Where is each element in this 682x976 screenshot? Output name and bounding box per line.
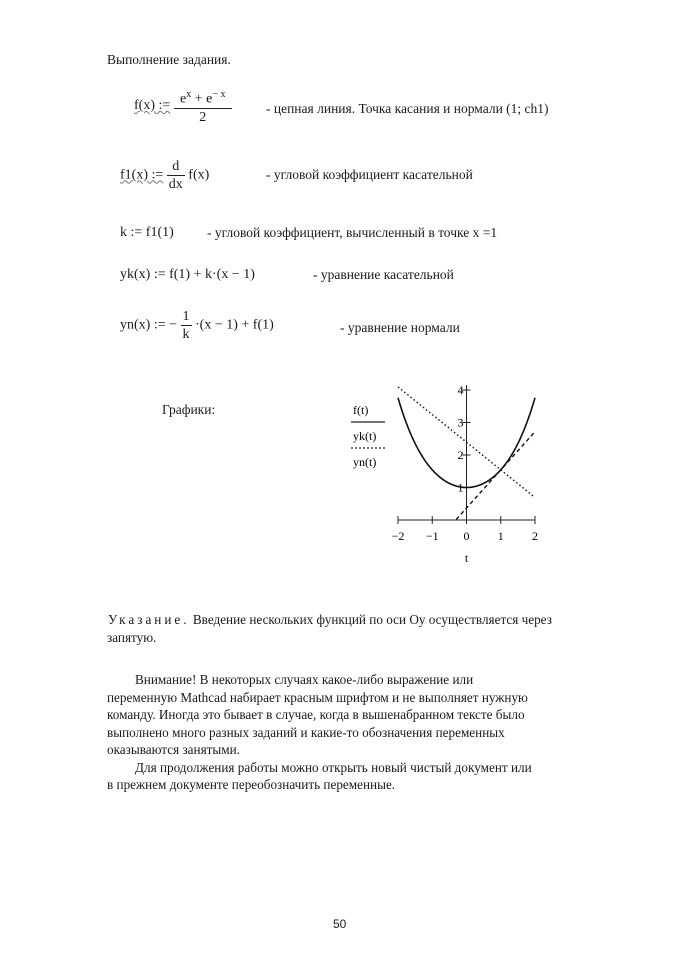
x-tick-label: 2 (532, 529, 538, 543)
equation-k-comment: - угловой коэффициент, вычисленный в точке x =1 (207, 225, 498, 240)
equation-yn (120, 308, 274, 343)
equation-k: k := f1(1) (120, 225, 174, 240)
equation-yk-comment: - уравнение касательной (313, 267, 454, 282)
equation-f-numerator: $e^x + e^{- x}$ (174, 86, 232, 109)
x-tick-label: 0 (463, 529, 470, 543)
equation-f1-derivative (167, 158, 185, 193)
equation-yn-fraction (181, 308, 192, 343)
y-tick-label: 3 (457, 415, 464, 430)
equation-f-denominator: 2 (199, 109, 207, 125)
graphs-label: Графики: (162, 402, 216, 417)
equation-yk: yk(x) := f(1) + k·(x − 1) (120, 267, 255, 282)
derivative-num: d (167, 158, 185, 176)
legend-label-ynt: yn(t) (353, 455, 377, 469)
yn-frac-den: k (182, 327, 190, 342)
equation-yn-lhs: yn(x) := − (120, 317, 178, 333)
series-line-ykt (456, 432, 535, 520)
y-tick-label: 2 (457, 448, 464, 462)
warning-line-4: выполнено много разных заданий и какие-то обозначения переменных (107, 724, 505, 740)
section-heading: Выполнение задания. (107, 52, 231, 67)
equation-yn-comment: - уравнение нормали (340, 320, 460, 335)
equation-f-lhs: f(x) := (134, 97, 171, 113)
derivative-den: dx (168, 177, 183, 192)
x-tick-label: −1 (425, 529, 439, 543)
warning-line-1: Внимание! В некоторых случаях какое-либо выражение или (135, 672, 474, 687)
continue-line-2: в прежнем документе переобозначить переменные. (107, 777, 396, 792)
x-tick-label: 1 (497, 529, 504, 543)
y-tick-label: 1 (457, 480, 464, 495)
equation-f1-rhs: f(x) (188, 167, 210, 183)
equation-yn-rhs: ·(x − 1) + f(1) (195, 317, 274, 333)
warning-line-5: оказываются занятыми. (107, 742, 240, 757)
warning-line-2: переменную Mathcad набирает красным шрифтом и не выполняет нужную (107, 689, 528, 705)
equation-f-comment: - цепная линия. Точка касания и нормали (1; ch1) (266, 101, 549, 116)
equation-f (134, 86, 232, 126)
page-number: 50 (333, 917, 347, 931)
chart-legend (351, 403, 385, 469)
warning-paragraph (107, 671, 597, 794)
chart-plot-area (392, 383, 538, 565)
hint-prefix: Указание. (108, 612, 190, 627)
hint-paragraph (107, 611, 597, 646)
yn-frac-num: 1 (182, 309, 190, 324)
warning-line-3: команду. Иногда это бывает в случае, когда в вышенабранном тексте было (107, 707, 525, 722)
x-tick-label: −2 (391, 529, 405, 543)
equation-f1 (120, 158, 209, 193)
x-axis-label: t (464, 551, 469, 565)
continue-line-1: Для продолжения работы можно открыть новый чистый документ или (135, 759, 532, 775)
equation-f-fraction (174, 86, 232, 126)
equation-f1-comment: - угловой коэффициент касательной (266, 167, 473, 182)
equation-f1-lhs: f1(x) := (120, 167, 164, 183)
legend-label-ft: f(t) (353, 403, 369, 417)
legend-label-ykt: yk(t) (353, 429, 377, 443)
y-tick-label: 4 (457, 383, 464, 397)
chart (345, 380, 565, 565)
hint-text: Введение нескольких функций по оси Оу осуществляется через запятую. (107, 612, 552, 645)
